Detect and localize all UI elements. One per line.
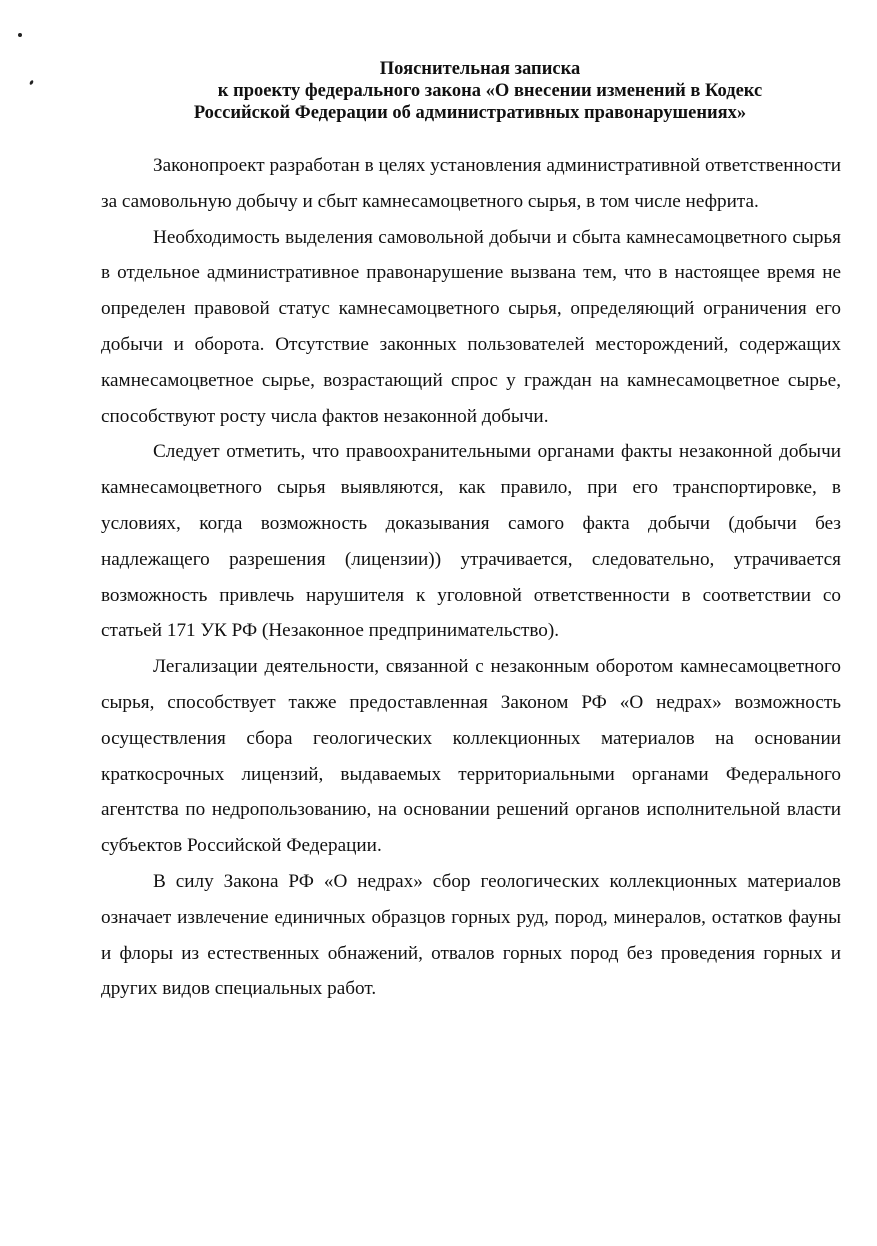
document-body	[101, 148, 841, 1007]
title-line-1: Пояснительная записка	[379, 59, 581, 79]
paragraph-1: Законопроект разработан в целях установления административной ответственности за самовольную добычу и сбыт камнесамоцветного сырья, в том числе нефрита.	[101, 155, 841, 212]
paragraph-2: Необходимость выделения самовольной добычи и сбыта камнесамоцветного сырья в отдельное административное правонарушение вызвана тем, что в настоящее время не определен правовой статус камнесамоцветного сырья, определяющий ограничения его добычи и оборота. Отсутствие законных пользователей месторождений, содержащих камнесамоцветное сырье, возрастающий спрос у граждан на камнесамоцветное сырье, способствуют росту числа фактов незаконной добычи.	[101, 226, 841, 427]
paragraph-4: Легализации деятельности, связанной с незаконным оборотом камнесамоцветного сырья, способствует также предоставленная Законом РФ «О недрах» возможность осуществления сбора геологических коллекционных материалов на основании краткосрочных лицензий, выдаваемых территориальными органами Федерального агентства по недропользованию, на основании решений органов исполнительной власти субъектов Российской Федерации.	[101, 656, 841, 857]
scan-speck	[29, 80, 34, 86]
title-line-3: Российской Федерации об административных правонарушениях»	[193, 103, 747, 123]
scan-speck	[18, 33, 22, 37]
document-title	[100, 58, 840, 124]
paragraph-5: В силу Закона РФ «О недрах» сбор геологических коллекционных материалов означает извлечение единичных образцов горных руд, пород, минералов, остатков фауны и флоры из естественных обнажений, отвалов горных пород без проведения горных и других видов специальных работ.	[101, 870, 841, 1000]
title-line-2: к проекту федерального закона «О внесении изменений в Кодекс	[217, 81, 763, 101]
paragraph-3: Следует отметить, что правоохранительными органами факты незаконной добычи камнесамоцветного сырья выявляются, как правило, при его транспортировке, в условиях, когда возможность доказывания самого факта добычи (добычи без надлежащего разрешения (лицензии)) утрачивается, следовательно, утрачивается возможность привлечь нарушителя к уголовной ответственности в соответствии со статьей 171 УК РФ (Незаконное предпринимательство).	[101, 441, 841, 642]
